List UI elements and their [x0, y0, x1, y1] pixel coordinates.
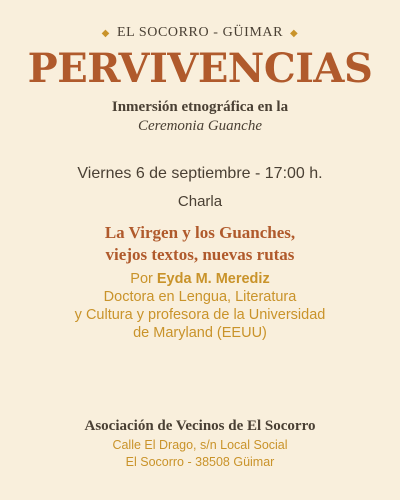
speaker-bio-line-2: y Cultura y profesora de la Universidad — [74, 307, 326, 323]
speaker-name: Eyda M. Merediz — [156, 271, 270, 287]
location-label: EL SOCORRO - GÜIMAR — [116, 25, 284, 40]
talk-title — [0, 222, 400, 266]
poster-subtitle — [0, 98, 400, 136]
event-date: Viernes 6 de septiembre - 17:00 h. — [77, 165, 323, 182]
talk-title-line-1: La Virgen y los Guanches, — [104, 223, 296, 242]
event-type: Charla — [177, 193, 223, 210]
address-line-1: Calle El Drago, s/n Local Social — [112, 438, 288, 452]
speaker-prefix: Por — [130, 271, 153, 287]
subtitle-line-2: Ceremonia Guanche — [138, 118, 262, 134]
address-line-2: El Socorro - 38508 Güimar — [125, 455, 275, 469]
organizer-address — [0, 437, 400, 471]
subtitle-line-1: Inmersión etnográfica en la — [111, 99, 289, 115]
talk-title-line-2: viejos textos, nuevas rutas — [105, 245, 295, 264]
location-row — [0, 25, 400, 41]
organizer-name: Asociación de Vecinos de El Socorro — [84, 418, 316, 434]
diamond-icon: ◆ — [101, 27, 110, 39]
speaker-block — [0, 270, 400, 342]
speaker-bio-line-1: Doctora en Lengua, Literatura — [103, 289, 297, 305]
speaker-bio-line-3: de Maryland (EEUU) — [133, 325, 267, 341]
poster-title: PERVIVENCIAS — [27, 45, 373, 92]
diamond-icon: ◆ — [290, 27, 299, 39]
speaker-line — [0, 270, 400, 288]
